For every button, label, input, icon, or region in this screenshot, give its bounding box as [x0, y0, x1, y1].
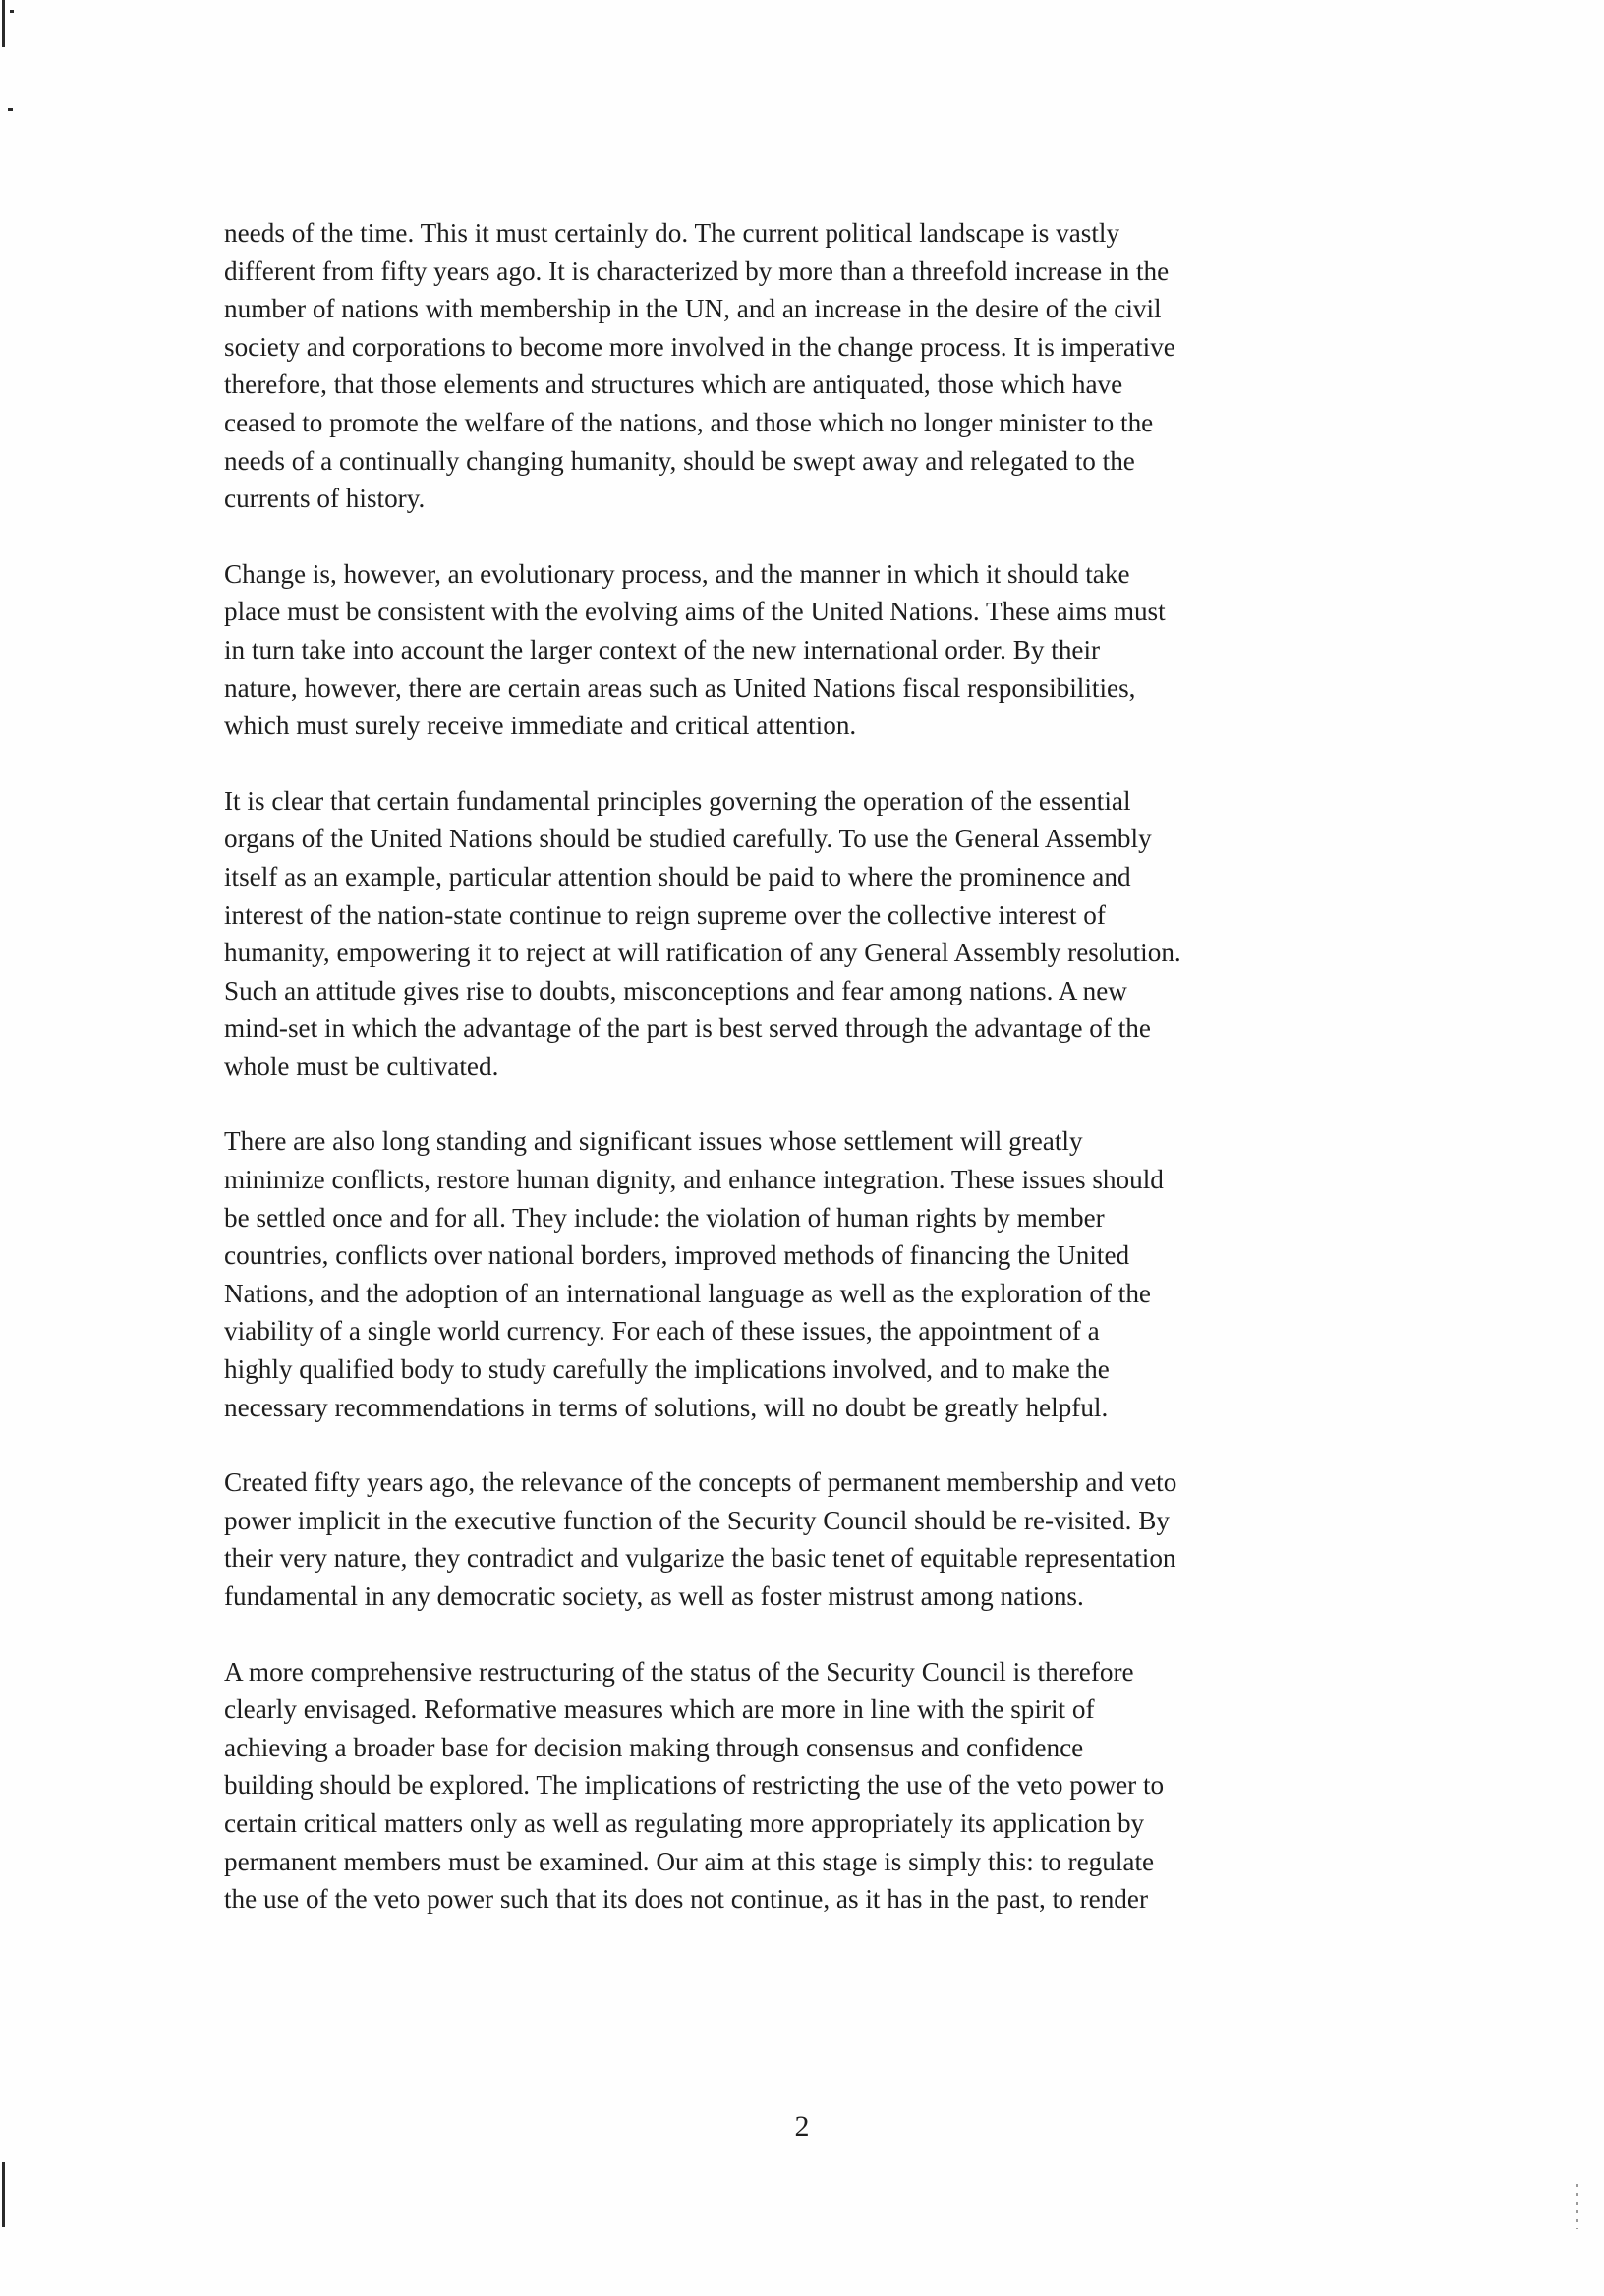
scan-edge-mark-bottom — [2, 2162, 5, 2227]
text-line: building should be explored. The implications of restricting the use of the veto power to — [224, 1770, 1165, 1801]
text-line: Such an attitude gives rise to doubts, misconceptions and fear among nations. A new — [224, 975, 1127, 1005]
text-line: whole must be cultivated. — [224, 1051, 499, 1081]
text-line: organs of the United Nations should be studied carefully. To use the General Assembly — [224, 824, 1152, 854]
text-line: It is clear that certain fundamental principles governing the operation of the essential — [224, 785, 1131, 816]
text-line: Created fifty years ago, the relevance of the concepts of permanent membership and veto — [224, 1467, 1177, 1498]
text-line: itself as an example, particular attention should be paid to where the prominence and — [224, 861, 1131, 891]
text-line: Change is, however, an evolutionary process, and the manner in which it should take — [224, 558, 1130, 589]
scan-tick-mark-top — [10, 10, 14, 13]
text-line: A more comprehensive restructuring of the status of the Security Council is therefore — [224, 1656, 1134, 1687]
text-line: in turn take into account the larger context of the new international order. By their — [224, 634, 1101, 664]
text-line: minimize conflicts, restore human dignity, and enhance integration. These issues should — [224, 1165, 1164, 1195]
text-line: nature, however, there are certain areas such as United Nations fiscal responsibilities, — [224, 672, 1136, 703]
text-line: needs of the time. This it must certainly do. The current political landscape is vastly — [224, 218, 1120, 248]
text-line: place must be consistent with the evolving aims of the United Nations. These aims must — [224, 597, 1166, 627]
text-line: ceased to promote the welfare of the nations, and those which no longer minister to the — [224, 407, 1154, 437]
page-number: 2 — [794, 2110, 810, 2143]
paragraph — [224, 1122, 1423, 1426]
text-line: achieving a broader base for decision making through consensus and confidence — [224, 1732, 1084, 1762]
text-line: viability of a single world currency. For each of these issues, the appointment of a — [224, 1316, 1100, 1347]
text-line: needs of a continually changing humanity, should be swept away and relegated to the — [224, 445, 1135, 476]
text-line: be settled once and for all. They include: the violation of human rights by member — [224, 1202, 1105, 1233]
document-body — [224, 214, 1423, 1956]
text-line: Nations, and the adoption of an international language as well as the exploration of the — [224, 1278, 1151, 1308]
text-line: currents of history. — [224, 484, 426, 514]
text-line: their very nature, they contradict and vulgarize the basic tenet of equitable representation — [224, 1543, 1176, 1574]
text-line: number of nations with membership in the UN, and an increase in the desire of the civil — [224, 294, 1162, 324]
paragraph — [224, 1464, 1423, 1615]
text-line: permanent members must be examined. Our aim at this stage is simply this: to regulate — [224, 1846, 1155, 1876]
scan-tick-mark-left — [8, 108, 13, 111]
text-line: There are also long standing and significant issues whose settlement will greatly — [224, 1126, 1083, 1157]
text-line: certain critical matters only as well as regulating more appropriately its application by — [224, 1808, 1145, 1838]
text-line: necessary recommendations in terms of solutions, will no doubt be greatly helpful. — [224, 1392, 1109, 1422]
text-line: countries, conflicts over national borders, improved methods of financing the United — [224, 1240, 1130, 1271]
text-line: power implicit in the executive function of the Security Council should be re-visited. By — [224, 1505, 1170, 1535]
text-line: clearly envisaged. Reformative measures which are more in line with the spirit of — [224, 1694, 1095, 1725]
text-line: interest of the nation-state continue to reign supreme over the collective interest of — [224, 899, 1106, 930]
paragraph — [224, 782, 1423, 1086]
paragraph — [224, 1653, 1423, 1919]
text-line: society and corporations to become more involved in the change process. It is imperative — [224, 331, 1175, 362]
scan-dotted-mark-right — [1576, 2184, 1578, 2229]
text-line: different from fifty years ago. It is characterized by more than a threefold increase in the — [224, 256, 1170, 286]
paragraph — [224, 214, 1423, 518]
scan-edge-mark-top — [2, 0, 5, 47]
text-line: highly qualified body to study carefully the implications involved, and to make the — [224, 1354, 1110, 1385]
text-line: mind-set in which the advantage of the part is best served through the advantage of the — [224, 1013, 1151, 1044]
text-line: which must surely receive immediate and critical attention. — [224, 711, 857, 741]
paragraph — [224, 555, 1423, 745]
text-line: fundamental in any democratic society, as well as foster mistrust among nations. — [224, 1581, 1084, 1611]
text-line: the use of the veto power such that its does not continue, as it has in the past, to render — [224, 1884, 1149, 1915]
text-line: therefore, that those elements and structures which are antiquated, those which have — [224, 370, 1123, 400]
text-line: humanity, empowering it to reject at will ratification of any General Assembly resolution. — [224, 938, 1181, 968]
